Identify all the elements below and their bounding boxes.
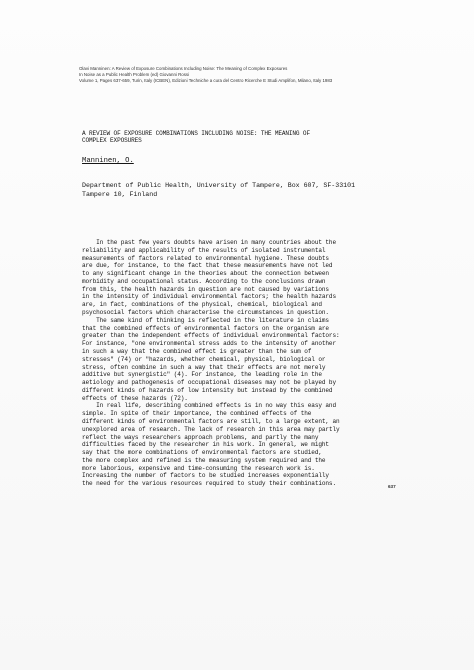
article-title [82, 130, 382, 145]
body-line: In real life, describing combined effects is in no way this easy and [82, 402, 336, 410]
author-name: Manninen, O. [82, 157, 134, 165]
body-line: are due, for instance, to the fact that these measurements have not led [82, 262, 333, 270]
body-line: to any significant change in the theories about the connection between [82, 270, 329, 278]
body-line: that the combined effects of environmental factors on the organism are [82, 324, 329, 332]
affiliation [82, 182, 402, 199]
affiliation-line: Department of Public Health, University of Tampere, Box 607, SF-33101 [82, 182, 356, 189]
affiliation-line: Tampere 10, Finland [82, 190, 158, 198]
citation-header [79, 66, 409, 84]
body-line: more laborious, expensive and time-consuming the research work is. [82, 464, 315, 472]
body-line: greater than the independent effects of individual environmental factors: [82, 332, 340, 340]
body-line: morbidity and occupational status. According to the conclusions drawn [82, 277, 326, 285]
citation-line: In Noise as a Public Health Problem (ed) Giovanni Rossi [79, 72, 190, 77]
body-line: For instance, "one environmental stress adds to the intensity of another [82, 340, 336, 348]
body-line: in the intensity of individual environmental factors; the health hazards [82, 293, 336, 301]
body-line: the more complex and refined is the measuring system required and the [82, 456, 326, 464]
body-line: from this, the health hazards in question are not caused by variations [82, 285, 329, 293]
body-line: The same kind of thinking is reflected in the literature in claims [82, 316, 329, 324]
citation-line: Volume 1, Pages 637-659, Turin, Italy (ICBEN), Edizioni Techniche a cura del Centro Ricerche E Studi Amplifon, Milano, Italy 1983 [79, 78, 333, 83]
body-line: are, in fact, combinations of the physical, chemical, biological and [82, 301, 322, 309]
body-line: Increasing the number of factors to be studied increases exponentially [82, 472, 329, 480]
body-line: say that the more combinations of environmental factors are studied, [82, 449, 322, 457]
body-line: unexplored area of research. The lack of research in this area may partly [82, 425, 340, 433]
body-text [82, 239, 400, 488]
body-line: the need for the various resources required to study their combinations. [82, 480, 336, 488]
body-line: psychosocial factors which characterise the circumstances in question. [82, 309, 329, 317]
title-line: A REVIEW OF EXPOSURE COMBINATIONS INCLUDING NOISE: THE MEANING OF [82, 130, 310, 137]
body-line: stresses" (74) or "hazards, whether chemical, physical, biological or [82, 355, 326, 363]
body-line: simple. In spite of their importance, the combined effects of the [82, 410, 312, 418]
body-line: different kinds of environmental factors are still, to a large extent, an [82, 417, 340, 425]
body-line: measurements of factors related to environmental hygiene. These doubts [82, 254, 329, 262]
body-line: difficulties faced by the researcher in his work. In general, we might [82, 441, 329, 449]
body-line: in such a way that the combined effect is greater than the sum of [82, 347, 312, 355]
body-line: In the past few years doubts have arisen in many countries about the [82, 239, 336, 246]
body-line: reflect the ways researchers approach problems, and partly the many [82, 433, 319, 441]
body-line: effects of these hazards (72). [82, 394, 188, 402]
body-line: aetiology and pathogenesis of occupational diseases may not be played by [82, 379, 336, 387]
page-number: 637 [388, 484, 396, 489]
body-line: stress, often combine in such a way that their effects are not merely [82, 363, 326, 371]
body-line: additive but synergistic" (4). For instance, the leading role in the [82, 371, 322, 379]
citation-line: Olavi Manninen: A Review of Exposure Combinations Including Noise: The Meaning of Complex Exposures [79, 66, 288, 71]
body-line: reliability and applicability of the results of isolated instrumental [82, 246, 326, 254]
title-line: COMPLEX EXPOSURES [82, 137, 142, 145]
body-line: different kinds of hazards of low intensity but instead by the combined [82, 386, 333, 394]
